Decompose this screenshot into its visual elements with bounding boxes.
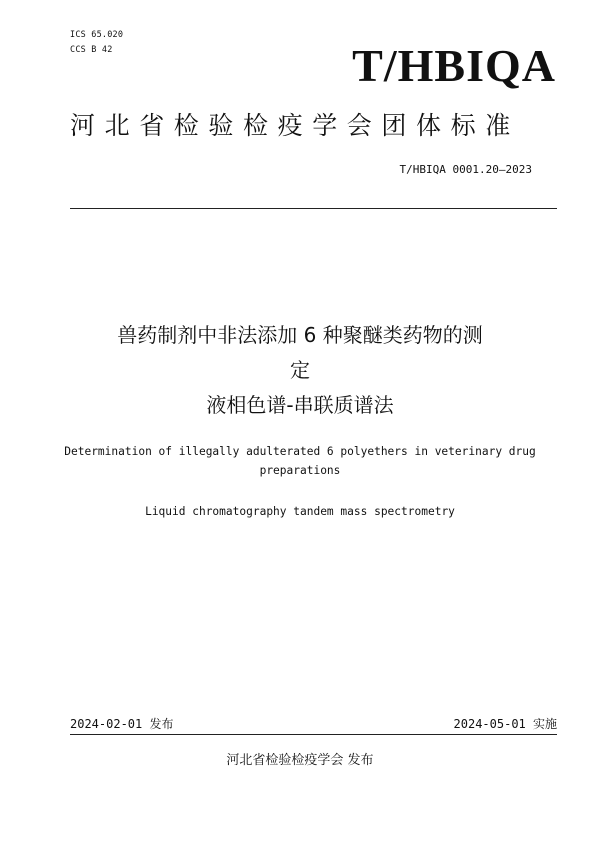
ics-code: ICS 65.020 [70, 30, 124, 40]
english-title-line-1: Determination of illegally adulterated 6 polyethers in veterinary drug [64, 445, 536, 458]
chinese-title-line-1: 兽药制剂中非法添加 6 种聚醚类药物的测 [117, 323, 483, 347]
publisher-line: 河北省检验检疫学会 发布 [226, 753, 374, 768]
ccs-code: CCS B 42 [70, 45, 113, 55]
standard-brand-code: T/HBIQA [352, 40, 556, 91]
english-method-title: Liquid chromatography tandem mass spectrometry [145, 505, 455, 518]
english-title [50, 442, 550, 480]
standard-number: T/HBIQA 0001.20—2023 [399, 163, 532, 176]
implement-date: 2024-05-01 实施 [453, 717, 557, 731]
publish-date: 2024-02-01 发布 [70, 717, 174, 731]
organization-standard-title: 河北省检验检疫学会团体标准 [70, 111, 520, 140]
english-title-line-2: preparations [259, 464, 341, 477]
classification-codes [70, 28, 123, 58]
bottom-divider [70, 734, 557, 735]
chinese-title-line-3: 液相色谱-串联质谱法 [206, 393, 394, 417]
top-divider [70, 208, 557, 209]
chinese-title-line-2: 定 [290, 358, 310, 382]
chinese-title [60, 318, 540, 423]
